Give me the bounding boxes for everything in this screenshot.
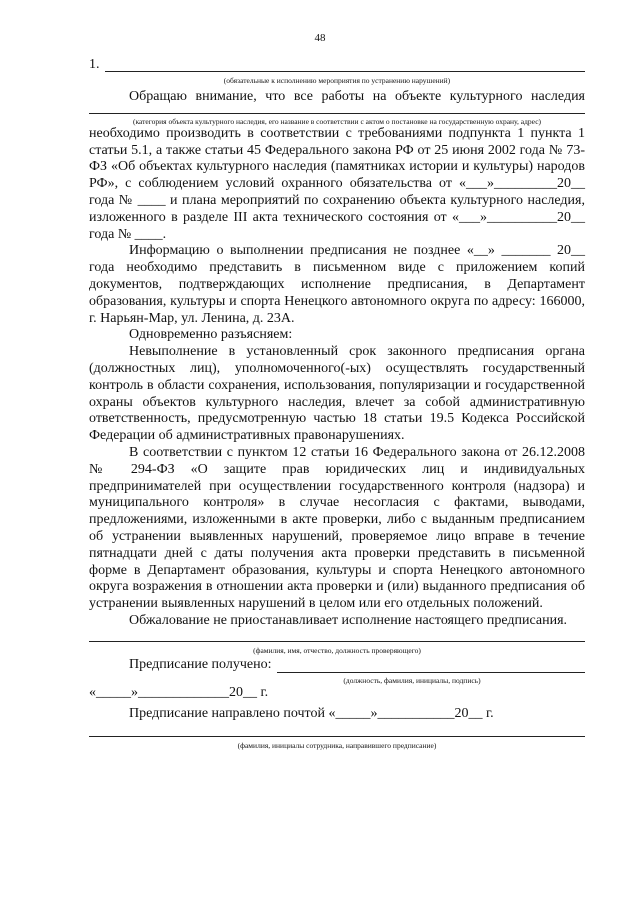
employee-blank xyxy=(89,736,585,737)
inspector-line xyxy=(89,630,585,644)
caption-object: (категория объекта культурного наследия, его название в соответствии с актом о постановке на государственную охрану, адрес) xyxy=(132,116,542,126)
document-body xyxy=(89,57,585,750)
paragraph-law: В соответствии с пунктом 12 статьи 16 Федерального закона от 26.12.2008 № 294-ФЗ «О защите прав юридических лиц и индивидуальных предпринимателей при осуществлении государственного контроля (надзора) и муниципального контроля» в случае несогласия с фактами, выводами, предложениями, изложенными в акте проверки, либо с выданным предписанием об устранении выявленных нарушений, проверяемое лицо вправе в течение пятнадцати дней с даты получения акта проверки представить в письменной форме в Департамент образования, культуры и спорта Ненецкого автономного округа возражения в отношении акта проверки и (или) выданного предписания об устранении выявленных нарушений в целом или его отдельных положений. xyxy=(89,444,585,612)
received-label: Предписание получено: xyxy=(129,656,272,672)
item-label: 1. xyxy=(89,57,100,72)
received-blank xyxy=(277,672,585,673)
paragraph-info: Информацию о выполнении предписания не позднее «__» _______ 20__ года необходимо представить в письменном виде с приложением копий документов, подтверждающих исполнение предписания, в Департамент образования, культуры и спорта Ненецкого автономного округа по адресу: 166000, г. Нарьян-Мар, ул. Ленина, д. 23А. xyxy=(89,243,585,326)
item-1-blank xyxy=(105,71,585,72)
received-row xyxy=(89,657,585,674)
employee-line xyxy=(89,723,585,739)
caption-received: (должность, фамилия, инициалы, подпись) xyxy=(343,675,481,685)
page-number: 48 xyxy=(314,32,326,44)
paragraph-simultaneous: Одновременно разъясняем: xyxy=(129,327,293,343)
attention-first-line: Обращаю внимание, что все работы на объекте культурного наследия xyxy=(129,89,585,104)
caption-inspector: (фамилия, имя, отчество, должность проверяющего) xyxy=(253,645,421,655)
inspector-blank xyxy=(89,641,585,642)
paragraph-failure: Невыполнение в установленный срок законного предписания органа (должностных лиц), уполномоченного(-ых) осуществлять государственный контроль в области сохранения, использования, популяризации и государственной охраны объектов культурного наследия, влечет за собой административную ответственность, предусмотренную частью 18 статьи 19.5 Кодекса Российской Федерации об административных правонарушениях. xyxy=(89,344,585,444)
item-1-line xyxy=(89,57,585,74)
mailed-row xyxy=(89,706,585,723)
paragraph-appeal: Обжалование не приостанавливает исполнение настоящего предписания. xyxy=(129,612,568,628)
object-blank xyxy=(89,113,585,114)
received-date: «_____»_____________20__ г. xyxy=(89,684,269,700)
received-date-row xyxy=(89,685,585,702)
caption-employee: (фамилия, инициалы сотрудника, направившего предписание) xyxy=(237,740,437,750)
mailed-label: Предписание направлено почтой «_____»___________20__ г. xyxy=(129,705,494,721)
caption-measures: (обязательные к исполнению мероприятия по устранению нарушений) xyxy=(223,76,451,85)
paragraph-requirements: необходимо производить в соответствии с требованиями подпункта 1 пункта 1 статьи 5.1, а также статьи 45 Федерального закона РФ от 25 июня 2002 года № 73-ФЗ «Об объектах культурного наследия (памятниках истории и культуры) народов РФ», с соблюдением условий охранного обязательства от «___»_________20__ года № ____ и плана мероприятий по сохранению объекта культурного наследия, изложенного в разделе III акта технического состояния от «___»__________20__ года № ____. xyxy=(89,125,585,242)
object-line xyxy=(89,106,585,115)
